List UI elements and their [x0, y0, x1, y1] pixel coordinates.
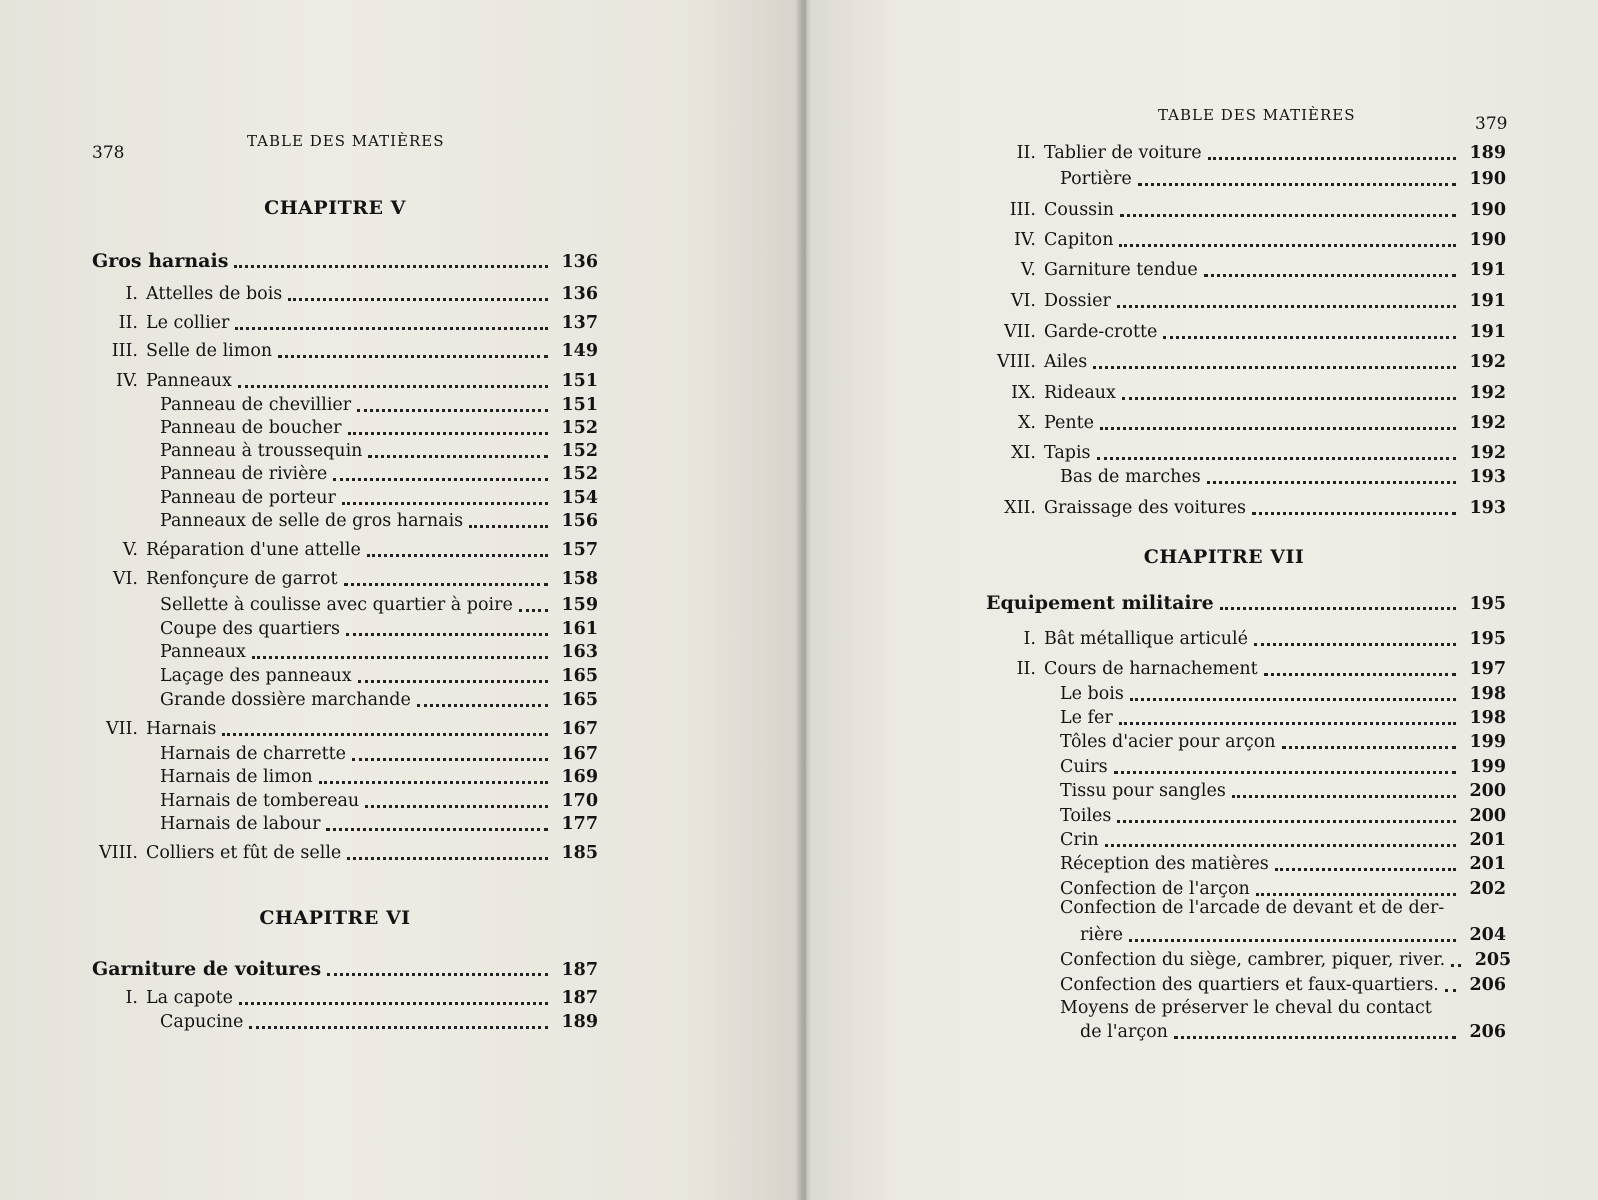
toc-entry-page: 206	[1469, 975, 1506, 995]
toc-entry-page: 185	[561, 843, 598, 863]
toc-entry-page: 167	[561, 744, 598, 764]
toc-entry-title: Graissage des voitures	[1044, 498, 1247, 518]
toc-entry-title: Panneau de porteur	[160, 488, 336, 508]
dot-leader	[1174, 1036, 1456, 1039]
dot-leader	[1117, 305, 1456, 308]
toc-entry-title: Panneau de rivière	[160, 464, 328, 484]
dot-leader	[234, 265, 548, 268]
toc-entry	[92, 594, 598, 616]
toc-entry-number: I.	[125, 284, 138, 304]
dot-leader	[288, 298, 548, 301]
toc-entry	[986, 412, 1506, 434]
toc-entry	[986, 259, 1506, 281]
toc-entry-page: 170	[561, 791, 598, 811]
toc-entry	[986, 683, 1506, 705]
toc-entry-title: Bas de marches	[1060, 467, 1201, 487]
toc-entry-title: Dossier	[1044, 291, 1111, 311]
dot-leader	[1451, 964, 1461, 967]
toc-entry-title: Harnais de tombereau	[160, 791, 360, 811]
toc-entry-title: Sellette à coulisse avec quartier à poire	[160, 595, 513, 615]
running-head: TABLE DES MATIÈRES	[1158, 106, 1356, 124]
toc-entry-title: Cours de harnachement	[1044, 659, 1258, 679]
toc-entry-page: 199	[1469, 732, 1506, 752]
toc-entry	[986, 1021, 1506, 1043]
dot-leader	[519, 609, 548, 612]
toc-entry-page: 201	[1469, 854, 1506, 874]
toc-entry-number: III.	[111, 341, 138, 361]
toc-entry-page: 206	[1469, 1022, 1506, 1042]
toc-entry-title: rière	[1080, 925, 1124, 945]
dot-leader	[346, 633, 548, 636]
dot-leader	[238, 385, 548, 388]
toc-entry-title: Colliers et fût de selle	[146, 843, 342, 863]
toc-entry-title: Renfonçure de garrot	[146, 569, 338, 589]
dot-leader	[417, 704, 548, 707]
toc-entry	[92, 813, 598, 835]
toc-entry-title: Laçage des panneaux	[160, 666, 352, 686]
toc-entry-number: II.	[1016, 143, 1036, 163]
dot-leader	[347, 857, 548, 860]
chapter-heading: CHAPITRE VI	[259, 907, 411, 929]
toc-entry	[92, 618, 598, 640]
toc-entry	[92, 487, 598, 509]
toc-entry	[92, 641, 598, 663]
toc-entry	[92, 568, 598, 590]
toc-entry-page: 152	[561, 418, 598, 438]
toc-entry-title: Garde-crotte	[1044, 322, 1158, 342]
toc-entry-title: Tissu pour sangles	[1060, 781, 1226, 801]
dot-leader	[1129, 939, 1456, 942]
toc-list	[806, 0, 1598, 1200]
toc-entry-title: de l'arçon	[1080, 1022, 1168, 1042]
toc-entry-page: 192	[1469, 413, 1506, 433]
toc-entry-page: 154	[561, 488, 598, 508]
dot-leader	[352, 758, 548, 761]
toc-entry-title: Harnais	[146, 719, 217, 739]
toc-entry-page: 201	[1469, 830, 1506, 850]
toc-entry	[92, 440, 598, 462]
toc-entry	[92, 463, 598, 485]
dot-leader	[1275, 868, 1456, 871]
toc-entry-page: 189	[1469, 143, 1506, 163]
toc-entry	[92, 394, 598, 416]
toc-entry	[92, 250, 598, 273]
toc-entry-number: I.	[1023, 629, 1036, 649]
dot-leader	[1254, 643, 1456, 646]
toc-entry-page: 198	[1469, 708, 1506, 728]
dot-leader	[365, 805, 548, 808]
toc-entry-page: 152	[561, 441, 598, 461]
dot-leader	[1256, 893, 1456, 896]
toc-entry-page: 187	[561, 988, 598, 1008]
toc-entry-number: X.	[1017, 413, 1036, 433]
toc-entry-page: 149	[561, 341, 598, 361]
dot-leader	[333, 478, 548, 481]
toc-entry	[986, 351, 1506, 373]
toc-entry	[986, 949, 1512, 971]
toc-entry-title: Capucine	[160, 1012, 244, 1032]
toc-entry-title: Selle de limon	[146, 341, 273, 361]
toc-entry-number: VII.	[105, 719, 138, 739]
toc-entry-number: III.	[1009, 200, 1036, 220]
toc-entry-title: Panneau de chevillier	[160, 395, 352, 415]
toc-entry-title: Garniture tendue	[1044, 260, 1198, 280]
toc-entry-page: 136	[561, 284, 598, 304]
dot-leader	[1122, 397, 1456, 400]
toc-entry	[92, 370, 598, 392]
toc-entry-page: 199	[1469, 757, 1506, 777]
toc-entry-title: Confection des quartiers et faux-quartiers.	[1060, 975, 1439, 995]
toc-entry-title: Harnais de charrette	[160, 744, 347, 764]
toc-entry	[986, 780, 1506, 802]
toc-entry-number: V.	[1020, 260, 1036, 280]
toc-entry-page: 191	[1469, 260, 1506, 280]
toc-entry-number: II.	[118, 313, 138, 333]
toc-entry-number: XII.	[1004, 498, 1036, 518]
toc-entry-title: Grande dossière marchande	[160, 690, 411, 710]
toc-entry	[986, 853, 1506, 875]
toc-entry	[986, 731, 1506, 753]
toc-entry-title: Harnais de limon	[160, 767, 313, 787]
toc-entry-title: Réparation d'une attelle	[146, 540, 361, 560]
toc-entry-title: Attelles de bois	[146, 284, 283, 304]
toc-entry-number: VI.	[1010, 291, 1036, 311]
toc-entry	[986, 997, 1506, 1019]
toc-entry-number: VIII.	[997, 352, 1036, 372]
toc-entry-title: Tôles d'acier pour arçon	[1060, 732, 1276, 752]
toc-entry	[986, 897, 1506, 919]
toc-entry-title: Pente	[1044, 413, 1095, 433]
toc-entry	[92, 340, 598, 362]
toc-entry-number: XI.	[1011, 443, 1036, 463]
toc-entry-page: 202	[1469, 879, 1506, 899]
toc-entry-page: 200	[1469, 781, 1506, 801]
dot-leader	[319, 781, 548, 784]
toc-entry	[986, 924, 1506, 946]
toc-entry-title: Réception des matières	[1060, 854, 1269, 874]
right-page	[806, 0, 1598, 1200]
toc-entry-page: 151	[561, 371, 598, 391]
dot-leader	[239, 1002, 548, 1005]
toc-entry-number: I.	[125, 988, 138, 1008]
toc-entry	[92, 743, 598, 765]
toc-entry-title: Confection de l'arçon	[1060, 879, 1250, 899]
toc-entry-page: 137	[561, 313, 598, 333]
toc-entry-title: Le bois	[1060, 684, 1124, 704]
toc-entry-title: Le fer	[1060, 708, 1113, 728]
toc-entry-page: 192	[1469, 383, 1506, 403]
dot-leader	[1093, 366, 1456, 369]
page-number: 378	[92, 143, 125, 163]
toc-entry	[986, 592, 1506, 615]
toc-entry	[92, 718, 598, 740]
toc-entry-title: Ailes	[1044, 352, 1088, 372]
toc-entry	[986, 756, 1506, 778]
dot-leader	[1445, 989, 1456, 992]
toc-entry-number: IV.	[1013, 230, 1036, 250]
toc-entry-page: 151	[561, 395, 598, 415]
dot-leader	[348, 432, 548, 435]
toc-entry	[92, 790, 598, 812]
toc-entry	[986, 382, 1506, 404]
toc-entry-page: 159	[561, 595, 598, 615]
toc-entry-page: 190	[1469, 200, 1506, 220]
toc-entry	[986, 321, 1506, 343]
toc-entry-title: Moyens de préserver le cheval du contact	[1060, 998, 1432, 1018]
toc-entry-title: Confection du siège, cambrer, piquer, river.	[1060, 950, 1446, 970]
toc-entry	[986, 707, 1506, 729]
toc-entry-page: 169	[561, 767, 598, 787]
dot-leader	[367, 554, 548, 557]
toc-entry	[986, 229, 1506, 251]
toc-entry-title: Rideaux	[1044, 383, 1116, 403]
toc-entry-page: 195	[1469, 594, 1506, 614]
toc-entry-page: 193	[1469, 467, 1506, 487]
toc-entry-page: 190	[1469, 230, 1506, 250]
toc-entry	[92, 987, 598, 1009]
dot-leader	[222, 733, 548, 736]
dot-leader	[1207, 481, 1456, 484]
toc-entry	[986, 168, 1506, 190]
toc-entry	[92, 283, 598, 305]
toc-entry-number: II.	[1016, 659, 1036, 679]
toc-entry-page: 165	[561, 666, 598, 686]
toc-entry	[92, 665, 598, 687]
chapter-heading: CHAPITRE VII	[1143, 546, 1305, 568]
toc-entry-number: VIII.	[99, 843, 138, 863]
toc-entry	[986, 829, 1506, 851]
toc-entry-title: Le collier	[146, 313, 230, 333]
toc-entry-title: Coupe des quartiers	[160, 619, 341, 639]
toc-entry-page: 191	[1469, 291, 1506, 311]
dot-leader	[1100, 427, 1456, 430]
toc-entry-page: 205	[1474, 950, 1512, 970]
toc-entry-page: 157	[561, 540, 598, 560]
toc-entry	[986, 290, 1506, 312]
toc-entry	[986, 142, 1506, 164]
toc-entry-page: 189	[561, 1012, 598, 1032]
toc-entry-page: 190	[1469, 169, 1506, 189]
toc-entry-page: 195	[1469, 629, 1506, 649]
dot-leader	[278, 355, 548, 358]
toc-entry-page: 163	[561, 642, 598, 662]
toc-entry-title: Tapis	[1044, 443, 1091, 463]
toc-entry-title: Portière	[1060, 169, 1132, 189]
toc-entry-number: V.	[122, 540, 138, 560]
toc-entry	[986, 466, 1506, 488]
dot-leader	[1105, 844, 1456, 847]
dot-leader	[469, 525, 548, 528]
toc-entry	[92, 417, 598, 439]
toc-entry	[986, 199, 1506, 221]
toc-entry-title: Bât métallique articulé	[1044, 629, 1248, 649]
toc-entry-page: 204	[1469, 925, 1506, 945]
toc-entry	[986, 497, 1506, 519]
toc-entry-title: La capote	[146, 988, 233, 1008]
toc-entry	[92, 539, 598, 561]
toc-entry	[92, 842, 598, 864]
chapter-heading: CHAPITRE V	[264, 197, 406, 219]
dot-leader	[1208, 157, 1456, 160]
toc-entry-page: 198	[1469, 684, 1506, 704]
toc-entry-title: Equipement militaire	[986, 592, 1214, 614]
toc-entry-page: 191	[1469, 322, 1506, 342]
toc-entry	[92, 510, 598, 532]
dot-leader	[1163, 336, 1456, 339]
toc-entry-title: Panneau de boucher	[160, 418, 342, 438]
toc-entry-title: Confection de l'arcade de devant et de der-	[1060, 898, 1445, 918]
toc-entry-page: 187	[561, 960, 598, 980]
toc-entry	[92, 689, 598, 711]
toc-entry-page: 200	[1469, 806, 1506, 826]
toc-entry-title: Cuirs	[1060, 757, 1108, 777]
toc-entry-number: IV.	[115, 371, 138, 391]
toc-entry	[92, 958, 598, 981]
toc-entry-title: Panneaux	[160, 642, 246, 662]
toc-entry-page: 152	[561, 464, 598, 484]
dot-leader	[1097, 457, 1456, 460]
dot-leader	[1264, 673, 1456, 676]
dot-leader	[1114, 771, 1456, 774]
toc-entry-title: Gros harnais	[92, 250, 229, 272]
toc-entry-page: 192	[1469, 352, 1506, 372]
dot-leader	[252, 656, 548, 659]
toc-entry	[92, 766, 598, 788]
dot-leader	[1120, 214, 1456, 217]
toc-entry-number: IX.	[1011, 383, 1036, 403]
toc-entry-title: Panneau à troussequin	[160, 441, 363, 461]
dot-leader	[357, 409, 548, 412]
toc-entry-page: 197	[1469, 659, 1506, 679]
dot-leader	[1204, 274, 1456, 277]
toc-entry	[986, 442, 1506, 464]
dot-leader	[342, 502, 548, 505]
toc-entry-page: 161	[561, 619, 598, 639]
dot-leader	[249, 1026, 548, 1029]
toc-entry-page: 156	[561, 511, 598, 531]
dot-leader	[1232, 795, 1456, 798]
dot-leader	[1282, 746, 1456, 749]
page-number: 379	[1475, 114, 1508, 134]
dot-leader	[327, 973, 548, 976]
dot-leader	[1117, 820, 1456, 823]
toc-entry-title: Tablier de voiture	[1044, 143, 1202, 163]
toc-entry-title: Panneaux de selle de gros harnais	[160, 511, 464, 531]
dot-leader	[358, 680, 548, 683]
dot-leader	[1119, 722, 1456, 725]
dot-leader	[1119, 244, 1456, 247]
dot-leader	[1220, 607, 1456, 610]
toc-entry	[986, 805, 1506, 827]
toc-entry-title: Capiton	[1044, 230, 1114, 250]
toc-entry-page: 165	[561, 690, 598, 710]
toc-entry	[92, 312, 598, 334]
toc-entry-title: Toiles	[1060, 806, 1112, 826]
running-head: TABLE DES MATIÈRES	[247, 132, 445, 150]
toc-entry-page: 177	[561, 814, 598, 834]
dot-leader	[344, 583, 548, 586]
dot-leader	[368, 455, 548, 458]
toc-entry	[986, 974, 1506, 996]
toc-entry-page: 192	[1469, 443, 1506, 463]
dot-leader	[326, 828, 548, 831]
toc-entry	[92, 1011, 598, 1033]
toc-entry-page: 167	[561, 719, 598, 739]
dot-leader	[1252, 512, 1456, 515]
toc-entry	[986, 658, 1506, 680]
toc-entry-page: 136	[561, 252, 598, 272]
toc-entry-title: Coussin	[1044, 200, 1115, 220]
dot-leader	[1138, 183, 1456, 186]
toc-entry-title: Garniture de voitures	[92, 958, 322, 980]
dot-leader	[235, 327, 548, 330]
toc-entry-title: Crin	[1060, 830, 1099, 850]
dot-leader	[1130, 698, 1456, 701]
toc-entry-page: 193	[1469, 498, 1506, 518]
toc-entry-page: 158	[561, 569, 598, 589]
toc-entry-number: VI.	[112, 569, 138, 589]
toc-entry-number: VII.	[1003, 322, 1036, 342]
toc-entry	[986, 628, 1506, 650]
toc-entry-title: Harnais de labour	[160, 814, 321, 834]
toc-entry-title: Panneaux	[146, 371, 232, 391]
